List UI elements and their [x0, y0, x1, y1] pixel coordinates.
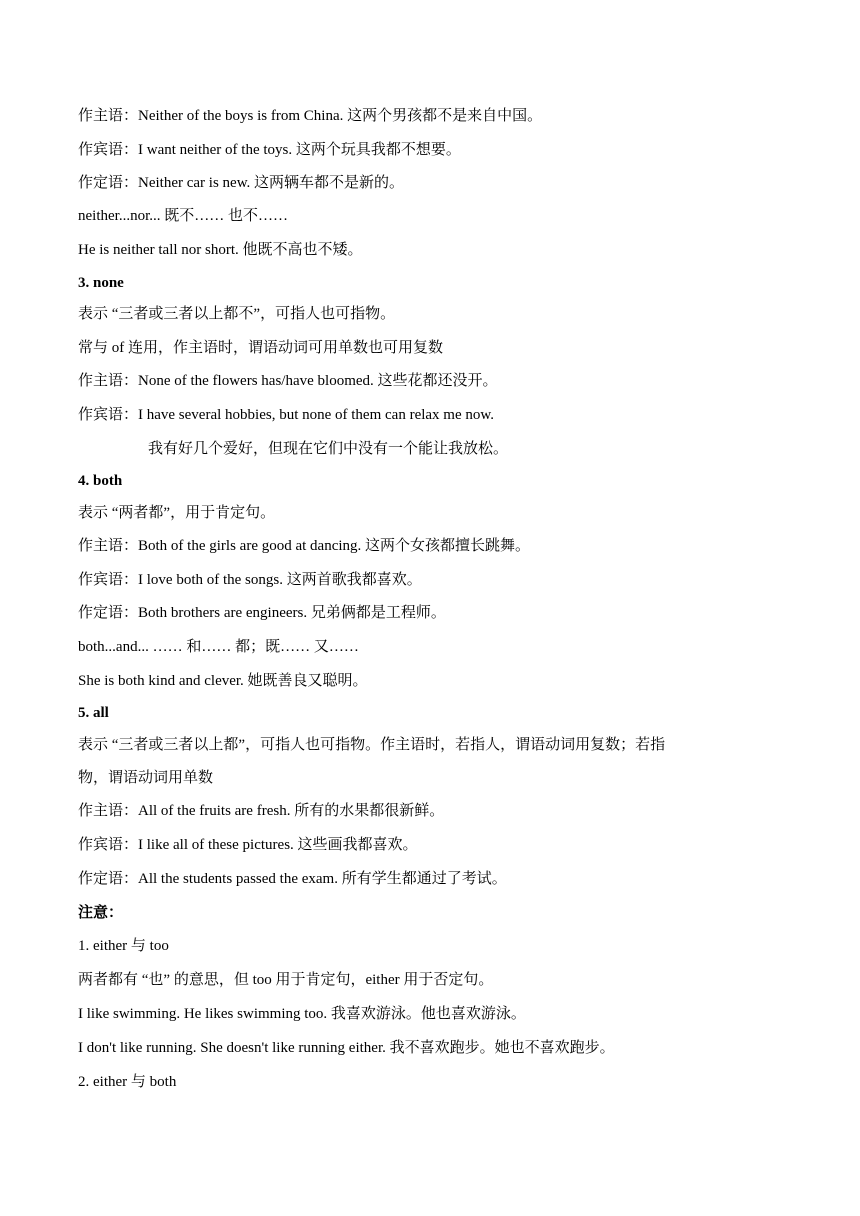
text-line: 我有好几个爱好，但现在它们中没有一个能让我放松。: [148, 441, 509, 457]
text-line: 作定语：All the students passed the exam. 所有学生都通过了考试。: [78, 871, 507, 887]
text-line: 作主语：Both of the girls are good at dancing. 这两个女孩都擅长跳舞。: [78, 538, 531, 554]
text-line: 作主语：Neither of the boys is from China. 这两个男孩都不是来自中国。: [78, 108, 543, 124]
text-line: 2. either 与 both: [78, 1074, 177, 1090]
note-heading: 注意：: [78, 905, 124, 921]
text-line: He is neither tall nor short. 他既不高也不矮。: [78, 242, 363, 258]
text-line: 物，谓语动词用单数: [78, 770, 214, 786]
text-line: I like swimming. He likes swimming too. 我喜欢游泳。他也喜欢游泳。: [78, 1006, 526, 1022]
text-line: I don't like running. She doesn't like running either. 我不喜欢跑步。她也不喜欢跑步。: [78, 1040, 615, 1056]
text-line: 表示 “三者或三者以上都不”，可指人也可指物。: [78, 306, 396, 322]
text-line: 作宾语：I love both of the songs. 这两首歌我都喜欢。: [78, 572, 422, 588]
text-line: 作宾语：I like all of these pictures. 这些画我都喜欢。: [78, 837, 418, 853]
text-line: 两者都有 “也” 的意思，但 too 用于肯定句，either 用于否定句。: [78, 972, 494, 988]
text-line: 表示 “三者或三者以上都”，可指人也可指物。作主语时，若指人，谓语动词用复数；若指: [78, 737, 666, 753]
text-line: 作宾语：I want neither of the toys. 这两个玩具我都不想要。: [78, 142, 461, 158]
text-line: 表示 “两者都”，用于肯定句。: [78, 505, 276, 521]
section-heading: 4. both: [78, 473, 123, 489]
text-line: 作定语：Neither car is new. 这两辆车都不是新的。: [78, 175, 405, 191]
text-line: both...and... …… 和…… 都；既…… 又……: [78, 639, 359, 655]
text-line: 作主语：All of the fruits are fresh. 所有的水果都很新鲜。: [78, 803, 445, 819]
text-line: 作定语：Both brothers are engineers. 兄弟俩都是工程师。: [78, 605, 446, 621]
text-line: 常与 of 连用，作主语时，谓语动词可用单数也可用复数: [78, 340, 443, 356]
section-heading: 5. all: [78, 705, 109, 721]
text-line: 作宾语：I have several hobbies, but none of them can relax me now.: [78, 407, 494, 423]
text-line: neither...nor... 既不…… 也不……: [78, 208, 288, 224]
section-heading: 3. none: [78, 275, 124, 291]
text-line: 作主语：None of the flowers has/have bloomed. 这些花都还没开。: [78, 373, 498, 389]
text-line: 1. either 与 too: [78, 938, 169, 954]
text-line: She is both kind and clever. 她既善良又聪明。: [78, 673, 368, 689]
